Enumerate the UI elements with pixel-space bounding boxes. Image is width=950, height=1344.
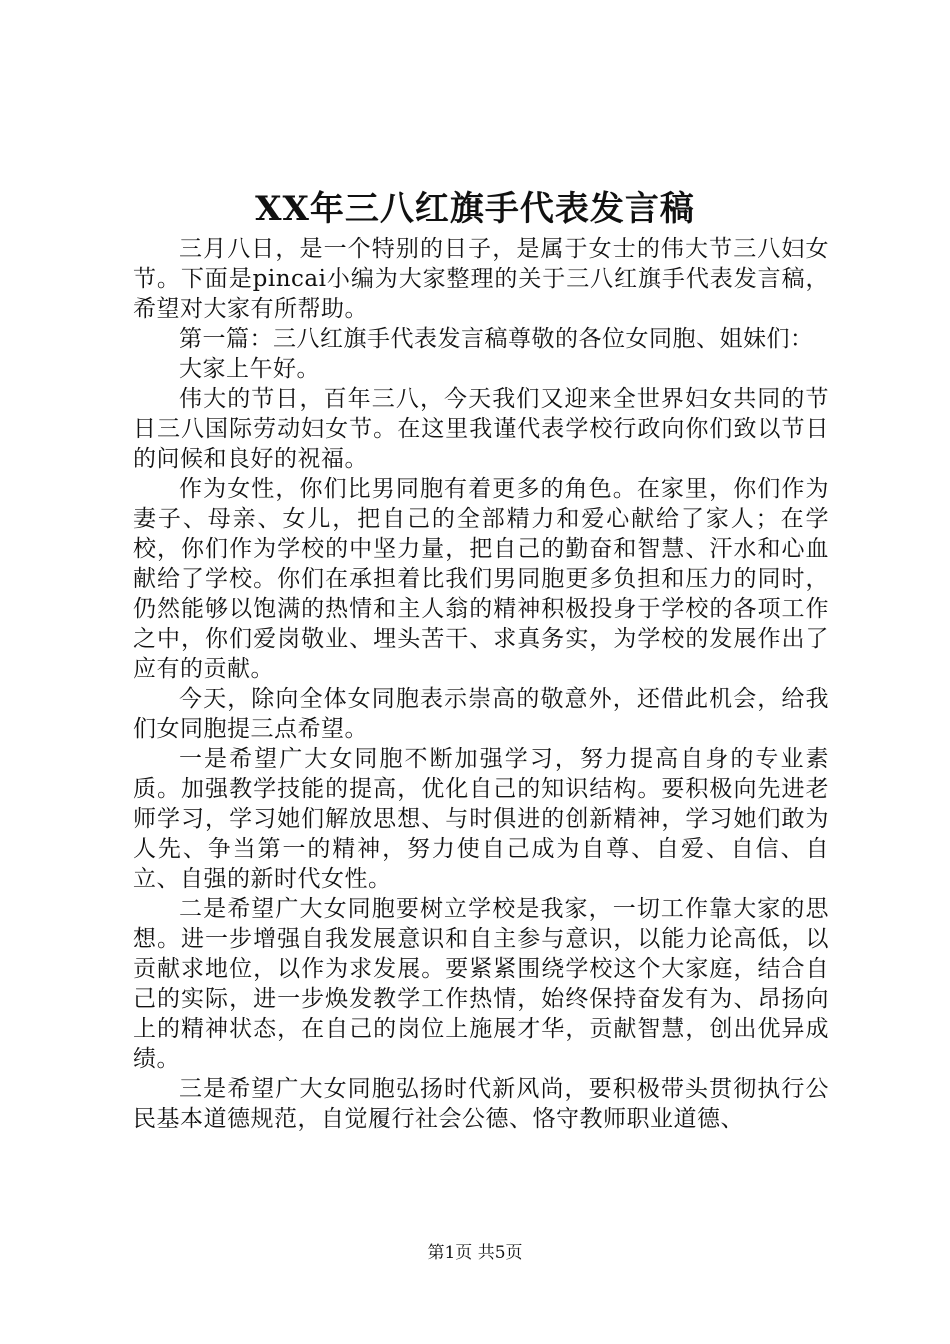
paragraph-festival: 伟大的节日，百年三八，今天我们又迎来全世界妇女共同的节日三八国际劳动妇女节。在这里我谨代表学校行政向你们致以节日的问候和良好的祝福。 [133, 386, 829, 472]
paragraph-three-hopes: 今天，除向全体女同胞表示崇高的敬意外，还借此机会，给我们女同胞提三点希望。 [133, 686, 829, 742]
paragraph-intro: 三月八日，是一个特别的日子，是属于女士的伟大节三八妇女节。下面是pincai小编为大家整理的关于三八红旗手代表发言稿，希望对大家有所帮助。 [133, 236, 829, 322]
paragraph-hope-two: 二是希望广大女同胞要树立学校是我家，一切工作靠大家的思想。进一步增强自我发展意识和自主参与意识，以能力论高低，以贡献求地位，以作为求发展。要紧紧围绕学校这个大家庭，结合自己的实际，进一步焕发教学工作热情，始终保持奋发有为、昂扬向上的精神状态，在自己的岗位上施展才华，贡献智慧，创出优异成绩。 [133, 896, 829, 1072]
paragraph-hope-three: 三是希望广大女同胞弘扬时代新风尚，要积极带头贯彻执行公民基本道德规范，自觉履行社会公德、恪守教师职业道德、 [133, 1076, 829, 1132]
document-body [133, 234, 829, 1134]
paragraph-heading-first: 第一篇：三八红旗手代表发言稿尊敬的各位女同胞、姐妹们： [179, 326, 814, 352]
page-number-footer: 第1页 共5页 [427, 1243, 523, 1263]
paragraph-greeting: 大家上午好。 [179, 356, 320, 382]
paragraph-roles: 作为女性，你们比男同胞有着更多的角色。在家里，你们作为妻子、母亲、女儿，把自己的全部精力和爱心献给了家人；在学校，你们作为学校的中坚力量，把自己的勤奋和智慧、汗水和心血献给了学校。你们在承担着比我们男同胞更多负担和压力的同时，仍然能够以饱满的热情和主人翁的精神积极投身于学校的各项工作之中，你们爱岗敬业、埋头苦干、求真务实，为学校的发展作出了应有的贡献。 [133, 476, 829, 682]
document-title: XX年三八红旗手代表发言稿 [255, 189, 695, 229]
paragraph-hope-one: 一是希望广大女同胞不断加强学习，努力提高自身的专业素质。加强教学技能的提高，优化自己的知识结构。要积极向先进老师学习，学习她们解放思想、与时俱进的创新精神，学习她们敢为人先、争当第一的精神，努力使自己成为自尊、自爱、自信、自立、自强的新时代女性。 [133, 746, 829, 892]
